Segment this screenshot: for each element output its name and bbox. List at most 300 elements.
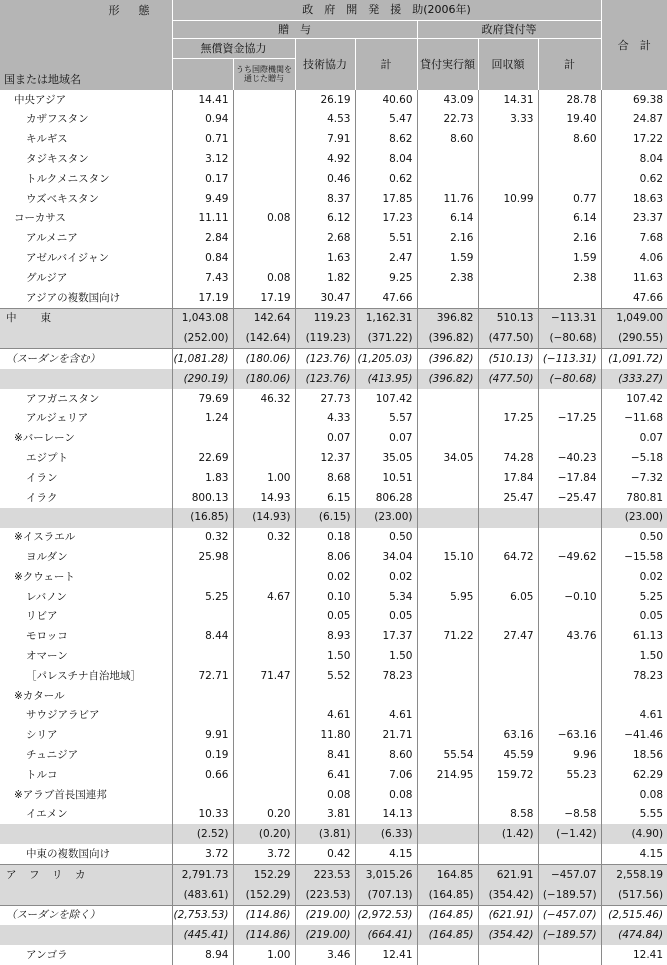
table-row: [0, 567, 667, 587]
value-cell: [538, 429, 601, 449]
value-cell: [355, 686, 417, 706]
value-cell: 1,049.00: [601, 308, 667, 328]
value-cell: 0.05: [295, 607, 355, 627]
value-cell: 22.73: [417, 110, 478, 130]
value-cell: [233, 646, 295, 666]
value-cell: [417, 288, 478, 308]
value-cell: (396.82): [417, 349, 478, 369]
value-cell: 800.13: [172, 488, 233, 508]
value-cell: [478, 229, 538, 249]
table-row: [0, 905, 667, 925]
table-row: [0, 248, 667, 268]
value-cell: (1.42): [478, 824, 538, 844]
value-cell: 7.91: [295, 130, 355, 150]
value-cell: 11.11: [172, 209, 233, 229]
value-cell: 1,162.31: [355, 308, 417, 328]
table-row: [0, 885, 667, 905]
value-cell: [233, 765, 295, 785]
value-cell: (510.13): [478, 349, 538, 369]
value-cell: [417, 409, 478, 429]
value-cell: (333.27): [601, 369, 667, 389]
row-label: オマーン: [26, 649, 68, 662]
value-cell: 9.49: [172, 189, 233, 209]
table-row: [0, 805, 667, 825]
value-cell: 5.57: [355, 409, 417, 429]
value-cell: 0.08: [295, 785, 355, 805]
value-cell: [538, 666, 601, 686]
value-cell: (354.42): [478, 885, 538, 905]
value-cell: −11.68: [601, 409, 667, 429]
value-cell: (−113.31): [538, 349, 601, 369]
value-cell: 0.77: [538, 189, 601, 209]
value-cell: (477.50): [478, 369, 538, 389]
grant-aid-blank: [172, 58, 233, 90]
value-cell: 0.50: [601, 528, 667, 548]
value-cell: 396.82: [417, 308, 478, 328]
value-cell: 15.10: [417, 547, 478, 567]
value-cell: 0.62: [601, 169, 667, 189]
row-label: [0, 508, 172, 528]
value-cell: [233, 189, 295, 209]
value-cell: [233, 686, 295, 706]
value-cell: 0.07: [601, 429, 667, 449]
value-cell: −7.32: [601, 468, 667, 488]
tech-coop-header: 技術協力: [295, 38, 355, 90]
value-cell: [538, 607, 601, 627]
value-cell: [417, 607, 478, 627]
value-cell: 61.13: [601, 627, 667, 647]
value-cell: 3.46: [295, 945, 355, 965]
table-header: [0, 0, 667, 90]
value-cell: 47.66: [601, 288, 667, 308]
value-cell: 71.47: [233, 666, 295, 686]
row-label: サウジアラビア: [26, 709, 100, 722]
value-cell: −15.58: [601, 547, 667, 567]
value-cell: 0.84: [172, 248, 233, 268]
value-cell: (119.23): [295, 329, 355, 349]
value-cell: 63.16: [478, 726, 538, 746]
table-row: [0, 369, 667, 389]
value-cell: (396.82): [417, 369, 478, 389]
value-cell: −0.10: [538, 587, 601, 607]
value-cell: [538, 389, 601, 409]
grant-aid-header: 無償資金協力: [172, 38, 295, 58]
row-label: トルコ: [26, 768, 58, 781]
table-row: [0, 488, 667, 508]
value-cell: [478, 268, 538, 288]
value-cell: 34.05: [417, 448, 478, 468]
table-row: [0, 686, 667, 706]
table-row: [0, 268, 667, 288]
value-cell: [233, 607, 295, 627]
value-cell: 214.95: [417, 765, 478, 785]
table-row: [0, 169, 667, 189]
row-label: ［パレスチナ自治地域］: [26, 669, 141, 682]
value-cell: 0.32: [172, 528, 233, 548]
value-cell: 23.37: [601, 209, 667, 229]
value-cell: (445.41): [172, 925, 233, 945]
value-cell: 17.23: [355, 209, 417, 229]
value-cell: 8.60: [417, 130, 478, 150]
value-cell: 223.53: [295, 865, 355, 885]
value-cell: 8.41: [295, 745, 355, 765]
row-label: アゼルバイジャン: [26, 252, 109, 265]
value-cell: 3.72: [172, 844, 233, 864]
value-cell: 3.81: [295, 805, 355, 825]
value-cell: 10.33: [172, 805, 233, 825]
value-cell: (23.00): [355, 508, 417, 528]
value-cell: 0.71: [172, 130, 233, 150]
row-label: ※アラブ首長国連邦: [14, 788, 107, 801]
value-cell: [538, 508, 601, 528]
value-cell: 24.87: [601, 110, 667, 130]
value-cell: −17.25: [538, 409, 601, 429]
value-cell: [538, 528, 601, 548]
value-cell: 107.42: [601, 389, 667, 409]
value-cell: 1.50: [355, 646, 417, 666]
value-cell: (−189.57): [538, 885, 601, 905]
value-cell: 5.52: [295, 666, 355, 686]
value-cell: 55.23: [538, 765, 601, 785]
value-cell: (14.93): [233, 508, 295, 528]
row-label: カザフスタン: [26, 113, 89, 126]
value-cell: 2,558.19: [601, 865, 667, 885]
value-cell: 27.73: [295, 389, 355, 409]
value-cell: 1.50: [601, 646, 667, 666]
value-cell: (2.52): [172, 824, 233, 844]
value-cell: 8.68: [295, 468, 355, 488]
value-cell: [233, 248, 295, 268]
value-cell: 142.64: [233, 308, 295, 328]
value-cell: (−1.42): [538, 824, 601, 844]
row-label: タジキスタン: [26, 153, 89, 166]
value-cell: 1.59: [417, 248, 478, 268]
value-cell: [478, 844, 538, 864]
row-label: ※クウェート: [14, 570, 75, 583]
table-row: [0, 209, 667, 229]
table-row: [0, 765, 667, 785]
row-label: [0, 885, 172, 905]
value-cell: 3.33: [478, 110, 538, 130]
value-cell: 0.46: [295, 169, 355, 189]
value-cell: 2.38: [538, 268, 601, 288]
value-cell: 45.59: [478, 745, 538, 765]
row-label: エジプト: [26, 451, 68, 464]
value-cell: 152.29: [233, 865, 295, 885]
value-cell: (164.85): [417, 905, 478, 925]
value-cell: [478, 149, 538, 169]
value-cell: (223.53): [295, 885, 355, 905]
value-cell: 43.09: [417, 90, 478, 110]
value-cell: 2.16: [417, 229, 478, 249]
value-cell: 4.61: [295, 706, 355, 726]
value-cell: [233, 229, 295, 249]
value-cell: [233, 169, 295, 189]
table-row: [0, 229, 667, 249]
value-cell: [538, 646, 601, 666]
value-cell: [172, 686, 233, 706]
row-label: 中央アジア: [14, 93, 67, 106]
value-cell: (396.82): [417, 329, 478, 349]
value-cell: [172, 607, 233, 627]
value-cell: 12.41: [355, 945, 417, 965]
value-cell: 12.41: [601, 945, 667, 965]
grants-header: 贈 与: [172, 20, 417, 38]
value-cell: (290.19): [172, 369, 233, 389]
value-cell: 22.69: [172, 448, 233, 468]
value-cell: [233, 567, 295, 587]
value-cell: [417, 528, 478, 548]
value-cell: [478, 646, 538, 666]
value-cell: [233, 627, 295, 647]
value-cell: [538, 785, 601, 805]
value-cell: 6.15: [295, 488, 355, 508]
value-cell: 4.61: [601, 706, 667, 726]
value-cell: [233, 785, 295, 805]
value-cell: (164.85): [417, 925, 478, 945]
row-label: [0, 824, 172, 844]
grand-total-header: 合 計: [601, 0, 667, 90]
value-cell: (290.55): [601, 329, 667, 349]
value-cell: (371.22): [355, 329, 417, 349]
value-cell: 71.22: [417, 627, 478, 647]
table-row: [0, 627, 667, 647]
table-row: [0, 149, 667, 169]
value-cell: 0.42: [295, 844, 355, 864]
value-cell: 8.06: [295, 547, 355, 567]
table-row: [0, 308, 667, 328]
value-cell: 10.51: [355, 468, 417, 488]
value-cell: [478, 785, 538, 805]
value-cell: 18.63: [601, 189, 667, 209]
value-cell: [417, 488, 478, 508]
value-cell: −40.23: [538, 448, 601, 468]
row-label: グルジア: [26, 271, 68, 284]
value-cell: [478, 429, 538, 449]
value-cell: [233, 110, 295, 130]
row-label: [0, 329, 172, 349]
value-cell: [295, 686, 355, 706]
value-cell: 62.29: [601, 765, 667, 785]
value-cell: 9.96: [538, 745, 601, 765]
value-cell: 0.02: [295, 567, 355, 587]
forms-label: 形 態: [0, 0, 172, 20]
value-cell: 8.58: [478, 805, 538, 825]
table-row: [0, 389, 667, 409]
value-cell: [233, 448, 295, 468]
value-cell: (4.90): [601, 824, 667, 844]
value-cell: [172, 567, 233, 587]
value-cell: (2,753.53): [172, 905, 233, 925]
value-cell: 2.84: [172, 229, 233, 249]
value-cell: [478, 686, 538, 706]
value-cell: 1.63: [295, 248, 355, 268]
value-cell: 119.23: [295, 308, 355, 328]
value-cell: 14.13: [355, 805, 417, 825]
row-label: ※バーレーン: [14, 432, 75, 445]
value-cell: [478, 607, 538, 627]
value-cell: 40.60: [355, 90, 417, 110]
value-cell: 6.05: [478, 587, 538, 607]
value-cell: 0.05: [355, 607, 417, 627]
value-cell: [538, 169, 601, 189]
value-cell: (0.20): [233, 824, 295, 844]
value-cell: 5.55: [601, 805, 667, 825]
value-cell: [233, 745, 295, 765]
value-cell: (114.86): [233, 905, 295, 925]
value-cell: [233, 130, 295, 150]
value-cell: 5.47: [355, 110, 417, 130]
value-cell: 10.99: [478, 189, 538, 209]
row-label: イエメン: [26, 808, 68, 821]
row-label: ア フ リ カ: [0, 865, 172, 885]
row-label: レバノン: [26, 590, 67, 603]
value-cell: [478, 288, 538, 308]
value-cell: 1.83: [172, 468, 233, 488]
value-cell: 8.44: [172, 627, 233, 647]
value-cell: [417, 389, 478, 409]
value-cell: [538, 844, 601, 864]
value-cell: 780.81: [601, 488, 667, 508]
value-cell: 79.69: [172, 389, 233, 409]
value-cell: 4.67: [233, 587, 295, 607]
value-cell: 78.23: [355, 666, 417, 686]
row-label: 中 東: [0, 308, 172, 328]
value-cell: 1.00: [233, 468, 295, 488]
value-cell: (3.81): [295, 824, 355, 844]
table-row: [0, 429, 667, 449]
value-cell: 8.94: [172, 945, 233, 965]
table-row: [0, 349, 667, 369]
value-cell: (2,515.46): [601, 905, 667, 925]
value-cell: 0.66: [172, 765, 233, 785]
value-cell: (−80.68): [538, 329, 601, 349]
value-cell: 164.85: [417, 865, 478, 885]
value-cell: (474.84): [601, 925, 667, 945]
value-cell: −49.62: [538, 547, 601, 567]
value-cell: 11.80: [295, 726, 355, 746]
value-cell: (6.33): [355, 824, 417, 844]
value-cell: [172, 785, 233, 805]
value-cell: (1,081.28): [172, 349, 233, 369]
value-cell: 17.25: [478, 409, 538, 429]
value-cell: [417, 945, 478, 965]
value-cell: 0.07: [355, 429, 417, 449]
recovered-header: 回収額: [478, 38, 538, 90]
table-row: [0, 189, 667, 209]
table-row: [0, 130, 667, 150]
value-cell: [417, 149, 478, 169]
value-cell: [233, 149, 295, 169]
row-label: イラク: [26, 491, 58, 504]
value-cell: [478, 508, 538, 528]
value-cell: −41.46: [601, 726, 667, 746]
value-cell: 0.17: [172, 169, 233, 189]
value-cell: (354.42): [478, 925, 538, 945]
value-cell: 26.19: [295, 90, 355, 110]
loan-disbursed-header: 貸付実行額: [417, 38, 478, 90]
value-cell: (252.00): [172, 329, 233, 349]
table-row: [0, 468, 667, 488]
row-label: （スーダンを除く）: [0, 905, 172, 925]
value-cell: (−80.68): [538, 369, 601, 389]
value-cell: 4.61: [355, 706, 417, 726]
value-cell: 8.37: [295, 189, 355, 209]
value-cell: 0.05: [601, 607, 667, 627]
value-cell: [601, 686, 667, 706]
value-cell: 1,043.08: [172, 308, 233, 328]
value-cell: 8.04: [355, 149, 417, 169]
value-cell: 11.63: [601, 268, 667, 288]
row-label: アルメニア: [26, 232, 78, 245]
value-cell: [417, 686, 478, 706]
row-label: アンゴラ: [26, 948, 68, 961]
value-cell: 0.07: [295, 429, 355, 449]
value-cell: 27.47: [478, 627, 538, 647]
row-label: リビア: [26, 610, 58, 623]
value-cell: [417, 805, 478, 825]
value-cell: (−457.07): [538, 905, 601, 925]
table-row: [0, 508, 667, 528]
value-cell: 0.32: [233, 528, 295, 548]
value-cell: 9.25: [355, 268, 417, 288]
value-cell: (2,972.53): [355, 905, 417, 925]
row-label: [0, 925, 172, 945]
value-cell: [538, 945, 601, 965]
value-cell: [478, 209, 538, 229]
row-label: ヨルダン: [26, 550, 68, 563]
value-cell: (219.00): [295, 925, 355, 945]
value-cell: −5.18: [601, 448, 667, 468]
table-body: [0, 90, 667, 965]
value-cell: 17.84: [478, 468, 538, 488]
value-cell: 0.62: [355, 169, 417, 189]
table-row: [0, 666, 667, 686]
value-cell: [538, 149, 601, 169]
value-cell: 5.51: [355, 229, 417, 249]
value-cell: 14.31: [478, 90, 538, 110]
value-cell: [538, 567, 601, 587]
value-cell: 14.93: [233, 488, 295, 508]
table-row: [0, 329, 667, 349]
value-cell: 17.22: [601, 130, 667, 150]
value-cell: 5.25: [601, 587, 667, 607]
value-cell: 25.98: [172, 547, 233, 567]
value-cell: 69.38: [601, 90, 667, 110]
value-cell: 1.59: [538, 248, 601, 268]
value-cell: 78.23: [601, 666, 667, 686]
value-cell: [478, 945, 538, 965]
value-cell: 47.66: [355, 288, 417, 308]
row-label: チュニジア: [26, 748, 79, 761]
value-cell: [233, 90, 295, 110]
grant-subtotal-header: 計: [355, 38, 417, 90]
value-cell: (483.61): [172, 885, 233, 905]
value-cell: 35.05: [355, 448, 417, 468]
value-cell: 5.34: [355, 587, 417, 607]
value-cell: [417, 468, 478, 488]
value-cell: 0.94: [172, 110, 233, 130]
value-cell: (6.15): [295, 508, 355, 528]
row-label: アフガニスタン: [26, 392, 100, 405]
value-cell: −63.16: [538, 726, 601, 746]
row-label: コーカサス: [14, 212, 66, 225]
value-cell: 107.42: [355, 389, 417, 409]
value-cell: 0.50: [355, 528, 417, 548]
value-cell: 2.16: [538, 229, 601, 249]
table-row: [0, 547, 667, 567]
table-row: [0, 785, 667, 805]
